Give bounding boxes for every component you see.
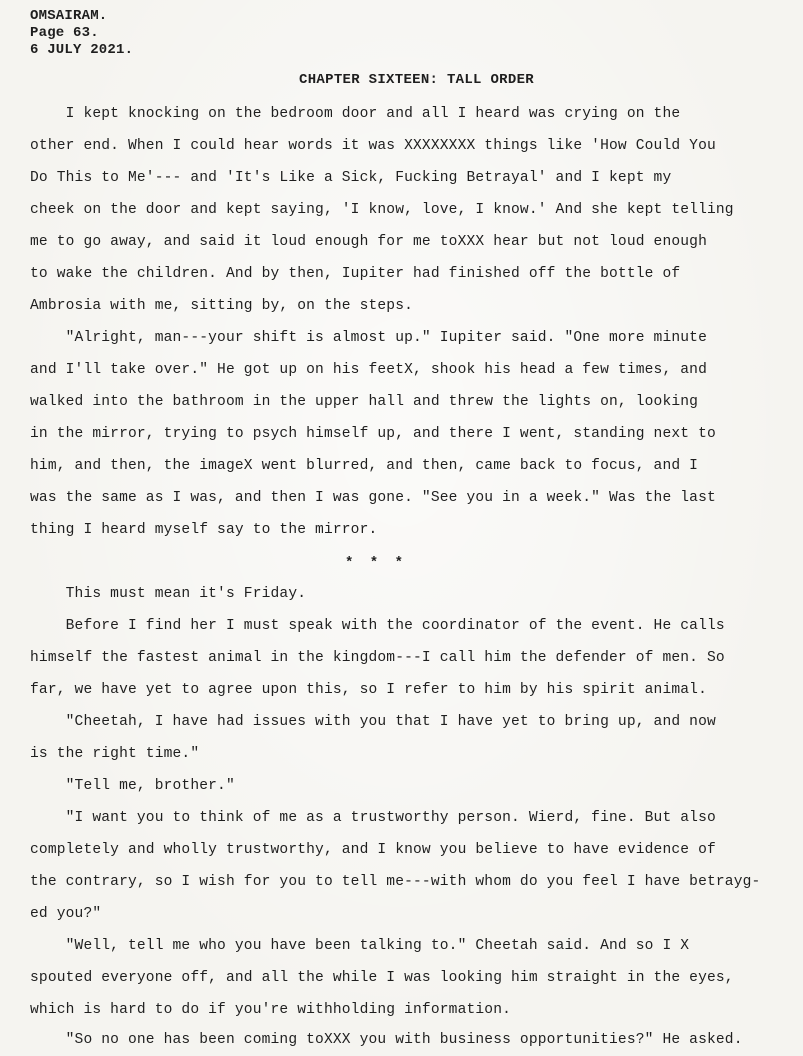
header-page-number: Page 63. (30, 25, 99, 41)
text-line: "Cheetah, I have had issues with you that I have yet to bring up, and now (30, 714, 716, 730)
text-line: I kept knocking on the bedroom door and all I heard was crying on the (30, 106, 681, 122)
text-line: to wake the children. And by then, Iupiter had finished off the bottle of (30, 266, 681, 282)
text-line: him, and then, the imageX went blurred, and then, came back to focus, and I (30, 458, 699, 474)
text-line: completely and wholly trustworthy, and I know you believe to have evidence of (30, 842, 716, 858)
text-line: me to go away, and said it loud enough for me toXXX hear but not loud enough (30, 234, 707, 250)
text-line: thing I heard myself say to the mirror. (30, 522, 378, 538)
text-line: spouted everyone off, and all the while I was looking him straight in the eyes, (30, 970, 734, 986)
text-line: walked into the bathroom in the upper hall and threw the lights on, looking (30, 394, 699, 410)
text-line: "So no one has been coming toXXX you with business opportunities?" He asked. (30, 1032, 743, 1048)
text-line: other end. When I could hear words it was XXXXXXXX things like 'How Could You (30, 138, 716, 154)
chapter-title: CHAPTER SIXTEEN: TALL ORDER (299, 72, 534, 88)
text-line: the contrary, so I wish for you to tell me---with whom do you feel I have betrayg- (30, 874, 761, 890)
header-date: 6 JULY 2021. (30, 42, 134, 58)
text-line: Do This to Me'--- and 'It's Like a Sick, Fucking Betrayal' and I kept my (30, 170, 672, 186)
text-line: far, we have yet to agree upon this, so I refer to him by his spirit animal. (30, 682, 707, 698)
text-line: cheek on the door and kept saying, 'I know, love, I know.' And she kept telling (30, 202, 734, 218)
text-line: Before I find her I must speak with the coordinator of the event. He calls (30, 618, 725, 634)
text-line: which is hard to do if you're withholding information. (30, 1002, 512, 1018)
text-line: Ambrosia with me, sitting by, on the steps. (30, 298, 414, 314)
text-line: himself the fastest animal in the kingdom---I call him the defender of men. So (30, 650, 725, 666)
text-line: ed you?" (30, 906, 102, 922)
header-name: OMSAIRAM. (30, 8, 108, 24)
text-line: in the mirror, trying to psych himself up, and there I went, standing next to (30, 426, 716, 442)
text-line: and I'll take over." He got up on his feetX, shook his head a few times, and (30, 362, 707, 378)
text-line: was the same as I was, and then I was gone. "See you in a week." Was the last (30, 490, 716, 506)
text-line: "Tell me, brother." (30, 778, 235, 794)
text-line: "I want you to think of me as a trustworthy person. Wierd, fine. But also (30, 810, 716, 826)
text-line: "Alright, man---your shift is almost up." Iupiter said. "One more minute (30, 330, 707, 346)
text-line: is the right time." (30, 746, 200, 762)
section-separator: * * * (345, 555, 408, 571)
page-header (30, 8, 133, 59)
text-line: "Well, tell me who you have been talking to." Cheetah said. And so I X (30, 938, 690, 954)
text-line: This must mean it's Friday. (30, 586, 307, 602)
